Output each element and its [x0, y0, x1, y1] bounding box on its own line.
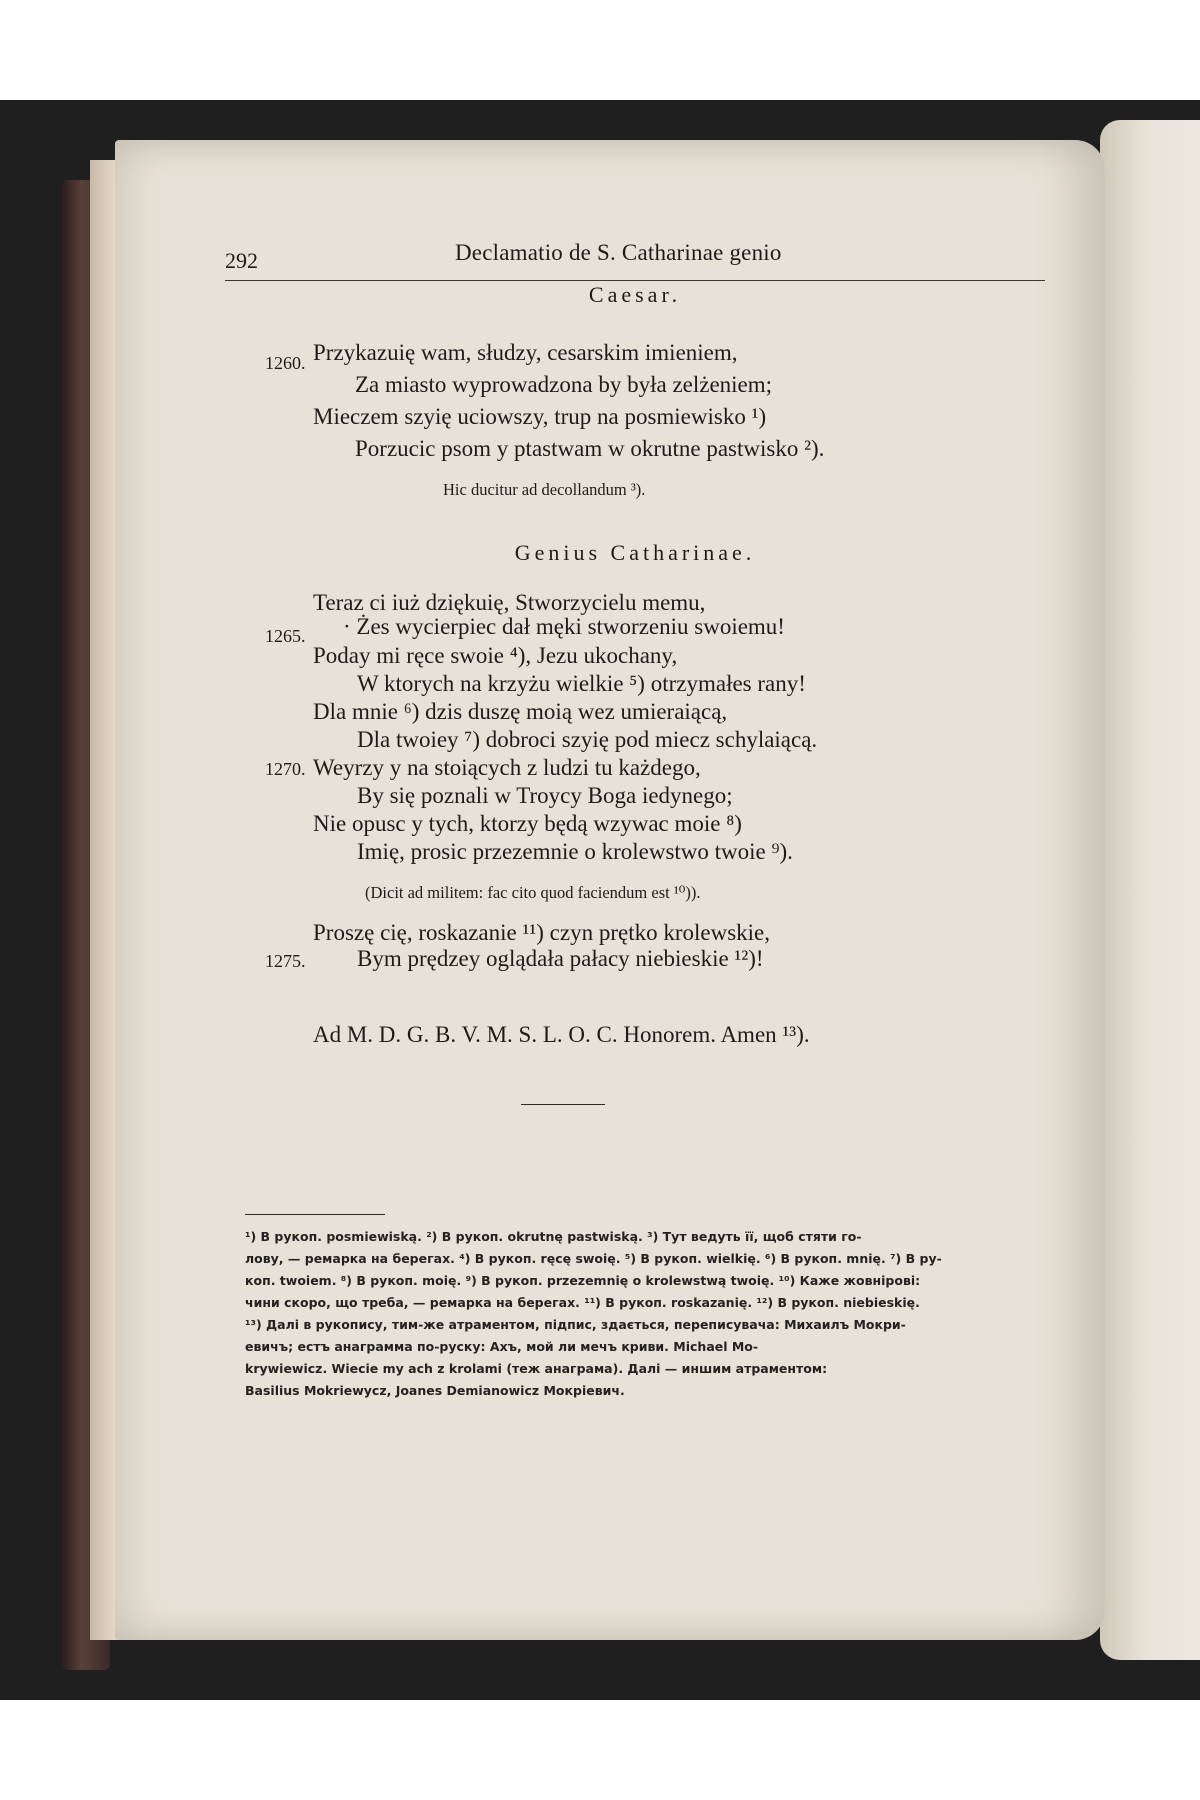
verse-line: Imię, prosic przezemnie o krolewstwo twoie ⁹). — [357, 839, 793, 864]
verse-line: Weyrzy y na stoiących z ludzi tu każdego, — [313, 755, 701, 780]
verse-line: Bym prędzey oglądała pałacy niebieskie ¹²)! — [357, 946, 764, 971]
line-number: 1270. — [265, 759, 306, 779]
verse-line: By się poznali w Troycy Boga iedynego; — [357, 783, 733, 808]
verse-line: Poday mi ręce swoie ⁴), Jezu ukochany, — [313, 643, 678, 668]
book-page — [115, 140, 1105, 1640]
line-number: 1275. — [265, 951, 306, 971]
verse-line: Za miasto wyprowadzona by była zelżeniem; — [355, 372, 773, 397]
footnote-line: коп. twoiem. ⁸) В рукоп. moię. ⁹) В рукоп. przezemnię o krolewstwą twoię. ¹⁰) Каже жовнірові: — [245, 1273, 921, 1288]
footnote-rule — [245, 1214, 385, 1215]
footnote-line: лову, — ремарка на берегах. ⁴) В рукоп. ręcę swoię. ⁵) В рукоп. wielkię. ⁶) В рукоп. mnię. ⁷) В ру- — [245, 1251, 942, 1266]
stage-direction: Hic ducitur ad decollandum ³). — [443, 480, 646, 499]
speaker-heading: Genius Catharinae. — [514, 540, 756, 565]
speaker-heading: Caesar. — [588, 282, 682, 307]
photo-background — [0, 100, 1200, 1700]
verse-line: Przykazuię wam, słudzy, cesarskim imieniem, — [313, 340, 738, 365]
facing-page-edge — [1100, 120, 1200, 1660]
verse-line: Proszę cię, roskazanie ¹¹) czyn prętko krolewskie, — [313, 920, 771, 945]
verse-line: Porzucic psom y ptastwam w okrutne pastwisko ²). — [355, 436, 825, 461]
closing-dedication: Ad M. D. G. B. V. M. S. L. O. C. Honorem. Amen ¹³). — [313, 1022, 810, 1047]
stage-direction: (Dicit ad militem: fac cito quod faciendum est ¹⁰)). — [365, 883, 701, 902]
verse-line: Dla twoiey ⁷) dobroci szyię pod miecz schylaiącą. — [357, 727, 818, 752]
page-number: 292 — [225, 248, 258, 273]
page-header — [225, 240, 1045, 281]
footnote-line: ¹³) Далі в рукопису, тим-же атраментом, підпис, здається, переписувача: Михаилъ Мокри- — [245, 1317, 906, 1332]
verse-line: Teraz ci iuż dziękuię, Stworzycielu memu, — [313, 590, 706, 615]
verse-line: Mieczem szyię uciowszy, trup na posmiewisko ¹) — [313, 404, 767, 429]
line-number: 1260. — [265, 353, 306, 373]
footnote-line: евичъ; естъ анаграмма по-руску: Ахъ, мой ли мечъ криви. Michael Mo- — [245, 1339, 759, 1354]
verse-line: W ktorych na krzyżu wielkie ⁵) otrzymałes rany! — [357, 671, 806, 696]
separator-rule — [521, 1104, 605, 1105]
footnote-line: krywiewicz. Wiecie my ach z krolami (теж анаграма). Далі — иншим атраментом: — [245, 1361, 828, 1376]
verse-line: Dla mnie ⁶) dzis duszę moią wez umieraiącą, — [313, 699, 728, 724]
line-number: 1265. — [265, 626, 306, 646]
verse-line: · Żes wycierpiec dał męki stworzeniu swoiemu! — [343, 614, 785, 639]
verse-line: Nie opusc y tych, ktorzy będą wzywac moie ⁸) — [313, 811, 742, 836]
running-title: Declamatio de S. Catharinae genio — [455, 240, 782, 265]
footnote-line: Basilius Mokriewycz, Joanes Demianowicz Мокріевич. — [245, 1383, 625, 1398]
footnote-line: ¹) В рукоп. posmiewiską. ²) В рукоп. okrutnę pastwiską. ³) Тут ведуть її, щоб стяти го- — [245, 1229, 862, 1244]
footnote-line: чини скоро, що треба, — ремарка на берегах. ¹¹) В рукоп. roskazanię. ¹²) В рукоп. niebieskię. — [245, 1295, 920, 1310]
